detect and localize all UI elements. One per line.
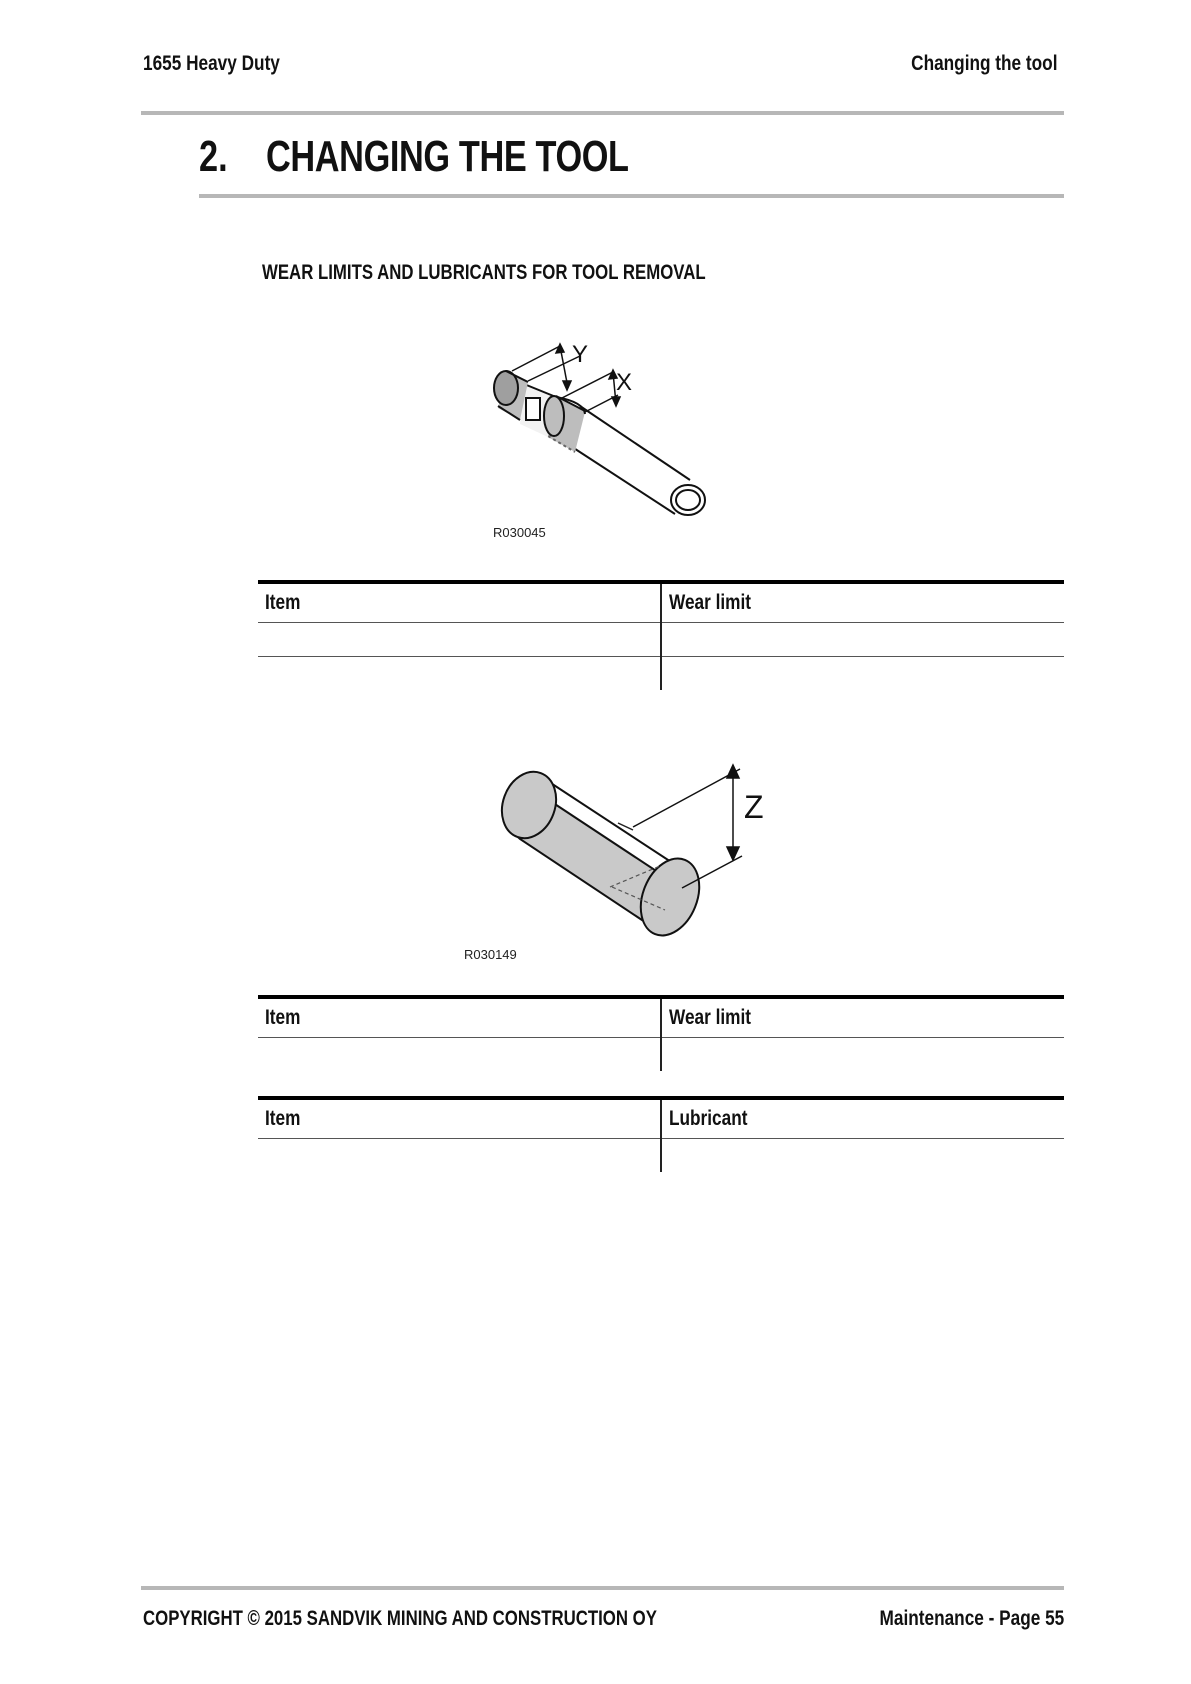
dimension-label-z: Z — [744, 789, 764, 825]
figure-code-2: R030149 — [464, 947, 517, 962]
dimension-label-y: Y — [572, 341, 589, 368]
table-cell — [258, 1139, 661, 1173]
wear-limit-table-2 — [258, 995, 1064, 1071]
lubricant-table — [258, 1096, 1064, 1172]
column-header-wear-limit: Wear limit — [661, 582, 1064, 623]
table-cell — [661, 1038, 1064, 1072]
table-cell — [661, 1139, 1064, 1173]
table-row — [258, 1038, 1064, 1072]
table-row — [258, 1139, 1064, 1173]
subheading: WEAR LIMITS AND LUBRICANTS FOR TOOL REMOVAL — [262, 261, 706, 284]
section-title: CHANGING THE TOOL — [266, 132, 629, 181]
dimension-label-x: X — [616, 369, 633, 396]
column-header-wear-limit: Wear limit — [661, 997, 1064, 1038]
running-header-product: 1655 Heavy Duty — [143, 52, 280, 75]
section-number: 2. — [199, 132, 228, 181]
figure-code-1: R030045 — [493, 525, 546, 540]
copyright-notice: COPYRIGHT © 2015 SANDVIK MINING AND CONSTRUCTION OY — [143, 1607, 657, 1630]
column-header-item: Item — [258, 1098, 661, 1139]
column-header-lubricant: Lubricant — [661, 1098, 1064, 1139]
running-header-section: Changing the tool — [910, 52, 1057, 75]
table-cell — [258, 1038, 661, 1072]
footer-rule — [141, 1586, 1064, 1590]
column-header-item: Item — [258, 582, 661, 623]
page-number: Maintenance - Page 55 — [879, 1607, 1064, 1630]
column-header-item: Item — [258, 997, 661, 1038]
